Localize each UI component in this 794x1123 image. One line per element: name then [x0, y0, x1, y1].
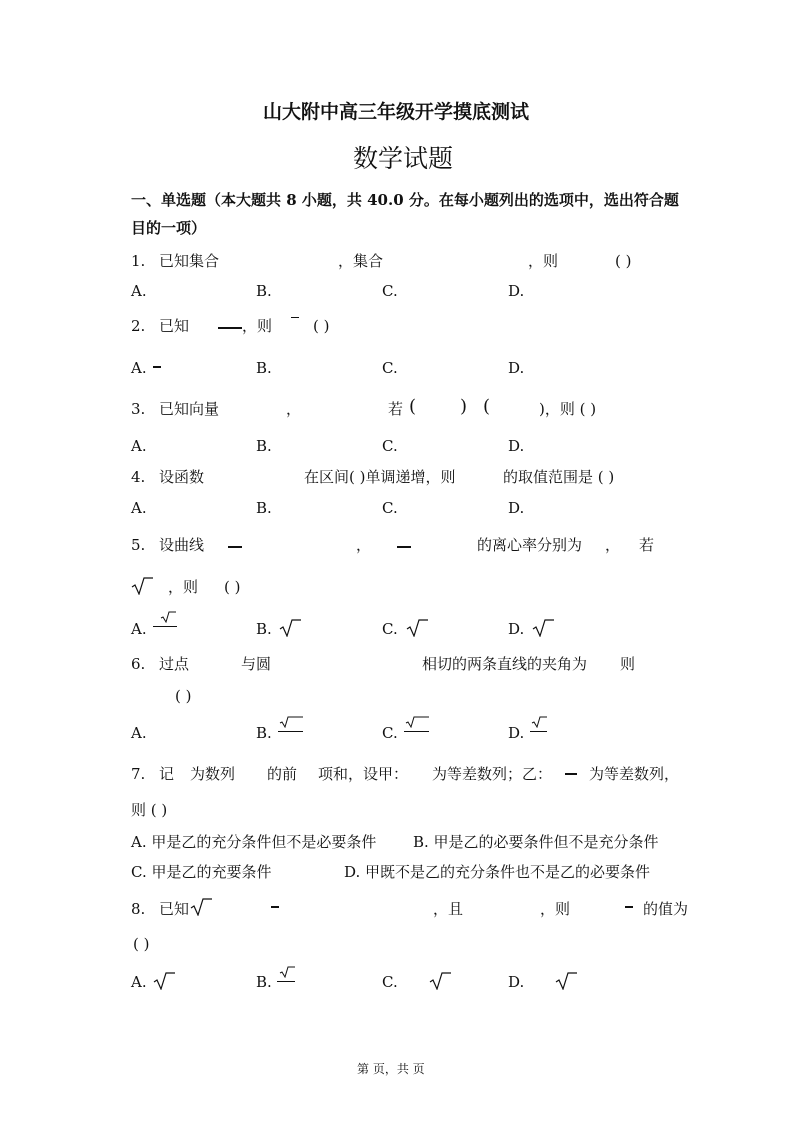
q2-option-c: C.	[382, 359, 398, 377]
q5-comma: ，	[356, 536, 372, 554]
q3-number: 3.	[131, 400, 146, 418]
q8-paren: ( )	[133, 935, 150, 953]
q2-number: 2.	[131, 317, 146, 335]
q1-text-c: ，则	[528, 252, 559, 270]
q4-text-b: 在区间( )单调递增，则	[304, 468, 456, 486]
q6-option-c-sqrt-icon	[405, 716, 429, 728]
q5-text-b: 的离心率分别为	[477, 536, 583, 554]
q8-option-d-sqrt-icon	[555, 972, 577, 990]
q7-text-e: 为等差数列；乙：	[432, 765, 553, 783]
q5-option-a-sqrt-icon	[160, 611, 176, 623]
q5-number: 5.	[131, 536, 146, 554]
q8-text-c: ，则	[540, 900, 571, 918]
q8-option-b-sqrt-icon	[279, 966, 295, 978]
q8-number: 8.	[131, 900, 146, 918]
q8-option-b: B.	[256, 973, 272, 991]
q3-right-paren-1: )	[460, 396, 468, 417]
section-heading: 一、单选题（本大题共 8 小题，共 40.0 分。在每小题列出的选项中，选出符合题	[131, 191, 679, 209]
q8-minus-2	[625, 906, 633, 908]
q6-option-d-fraction-bar	[530, 731, 547, 732]
q7-text-b: 为数列	[190, 765, 236, 783]
q8-option-d: D.	[508, 973, 525, 991]
q3-option-c: C.	[382, 437, 398, 455]
q6-text-d: 则	[620, 655, 636, 673]
q8-option-c: C.	[382, 973, 398, 991]
q2-paren: ( )	[313, 317, 330, 335]
q7-fraction-bar	[565, 773, 577, 775]
q6-paren: ( )	[175, 687, 192, 705]
q2-option-a-minus	[153, 366, 161, 368]
q1-option-c: C.	[382, 282, 398, 300]
q4-option-a: A.	[131, 499, 147, 517]
q3-option-a: A.	[131, 437, 147, 455]
q2-fraction-bar	[218, 327, 242, 329]
q7-number: 7.	[131, 765, 146, 783]
q5-text-a: 设曲线	[159, 536, 205, 554]
q7-text-c: 的前	[267, 765, 298, 783]
q5-text-d: ，则	[168, 578, 199, 596]
q4-option-c: C.	[382, 499, 398, 517]
q1-paren: ( )	[615, 252, 632, 270]
q7-text-f: 为等差数列，	[589, 765, 680, 783]
q4-text-c: 的取值范围是 ( )	[503, 468, 615, 486]
q4-text-a: 设函数	[159, 468, 205, 486]
q8-text-d: 的值为	[643, 900, 689, 918]
q5-option-b: B.	[256, 620, 272, 638]
q4-number: 4.	[131, 468, 146, 486]
q8-minus-1	[271, 906, 279, 908]
q5-fraction-bar-2	[397, 546, 411, 548]
q1-text-b: ，集合	[338, 252, 384, 270]
q6-text-b: 与圆	[241, 655, 272, 673]
q1-option-b: B.	[256, 282, 272, 300]
q2-text-a: 已知	[159, 317, 190, 335]
q7-text-g: 则 ( )	[131, 801, 168, 819]
q6-option-c: C.	[382, 724, 398, 742]
q7-option-d: D. 甲既不是乙的充分条件也不是乙的必要条件	[344, 863, 651, 881]
section-heading-cont: 目的一项）	[131, 219, 207, 237]
q5-comma-2: ，	[605, 536, 621, 554]
q3-option-b: B.	[256, 437, 272, 455]
q5-option-c: C.	[382, 620, 398, 638]
q3-text-c: )，则 ( )	[539, 400, 597, 418]
q2-option-b: B.	[256, 359, 272, 377]
q3-comma: ，	[286, 400, 302, 418]
q1-text-a: 已知集合	[159, 252, 220, 270]
q5-paren: ( )	[224, 578, 241, 596]
q3-text-b: 若	[388, 400, 404, 418]
page-footer: 第 页，共 页	[357, 1062, 425, 1076]
q8-option-b-fraction-bar	[277, 981, 295, 982]
q8-option-a: A.	[131, 973, 147, 991]
q2-option-d: D.	[508, 359, 525, 377]
q2-option-a: A.	[131, 359, 147, 377]
q6-option-b-fraction-bar	[278, 731, 303, 732]
q8-text-a: 已知	[159, 900, 190, 918]
q3-left-paren-2: (	[483, 396, 491, 417]
q4-option-d: D.	[508, 499, 525, 517]
q6-option-b-sqrt-icon	[279, 716, 303, 728]
q7-option-c: C. 甲是乙的充要条件	[131, 863, 272, 881]
q6-option-c-fraction-bar	[404, 731, 429, 732]
q5-option-a: A.	[131, 620, 147, 638]
q8-option-a-sqrt-icon	[153, 972, 175, 990]
q2-conjugate-bar	[291, 317, 299, 318]
q8-option-c-sqrt-icon	[429, 972, 451, 990]
q5-option-b-sqrt-icon	[279, 619, 301, 637]
q6-number: 6.	[131, 655, 146, 673]
q3-option-d: D.	[508, 437, 525, 455]
q1-option-a: A.	[131, 282, 147, 300]
q8-sqrt-icon	[190, 898, 212, 916]
q7-text-a: 记	[159, 765, 175, 783]
page-title: 山大附中高三年级开学摸底测试	[263, 101, 530, 123]
q5-fraction-bar-1	[228, 546, 242, 548]
q7-option-b: B. 甲是乙的必要条件但不是充分条件	[413, 833, 659, 851]
q5-option-a-fraction-bar	[153, 626, 177, 627]
q6-text-a: 过点	[159, 655, 190, 673]
q1-number: 1.	[131, 252, 146, 270]
q5-option-d: D.	[508, 620, 525, 638]
q3-left-paren-1: (	[409, 396, 417, 417]
q4-option-b: B.	[256, 499, 272, 517]
q2-text-b: ，则	[242, 317, 273, 335]
q6-option-d-sqrt-icon	[531, 716, 547, 728]
q5-option-d-sqrt-icon	[532, 619, 554, 637]
q1-option-d: D.	[508, 282, 525, 300]
q7-text-d: 项和，设甲：	[318, 765, 409, 783]
q6-text-c: 相切的两条直线的夹角为	[422, 655, 588, 673]
page-subtitle: 数学试题	[353, 144, 454, 173]
q6-option-a: A.	[131, 724, 147, 742]
q6-option-d: D.	[508, 724, 525, 742]
q3-text-a: 已知向量	[159, 400, 220, 418]
q6-option-b: B.	[256, 724, 272, 742]
q5-option-c-sqrt-icon	[406, 619, 428, 637]
q7-option-a: A. 甲是乙的充分条件但不是必要条件	[131, 833, 377, 851]
q5-sqrt-icon	[131, 577, 153, 595]
q8-text-b: ，且	[433, 900, 464, 918]
q5-text-c: 若	[639, 536, 655, 554]
